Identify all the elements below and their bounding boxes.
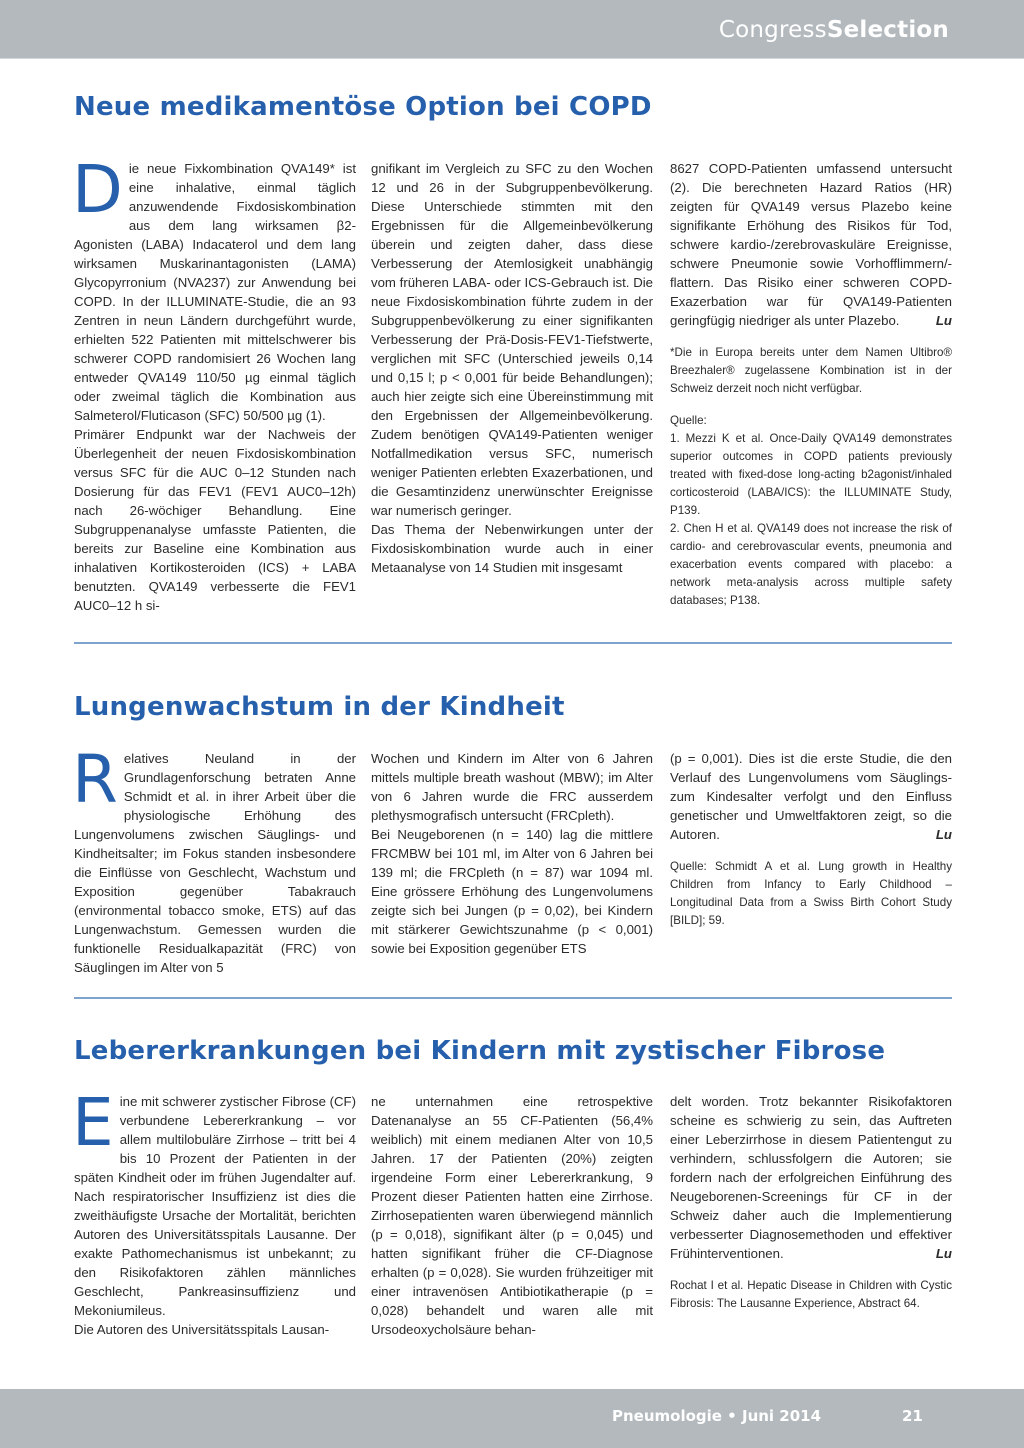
article-title-cf-liver: Lebererkrankungen bei Kindern mit zystischer Fibrose xyxy=(74,1036,886,1066)
header-bar xyxy=(0,0,1024,59)
paragraph: Die Autoren des Universitätsspitals Lausan- xyxy=(74,1322,330,1337)
author-signature: Lu xyxy=(935,827,952,842)
brand-bold: Selection xyxy=(826,17,949,43)
source-reference: Rochat I et al. Hepatic Disease in Children with Cystic Fibrosis: The Lausanne Experience, Abstract 64. xyxy=(670,1279,952,1310)
source-reference: Quelle: Schmidt A et al. Lung growth in Healthy Children from Infancy to Early Childhood – Longitudinal Data from a Swiss Birth Cohort Study [BILD]; 59. xyxy=(670,860,952,927)
paragraph: ie neue Fixkombination QVA149* ist eine inhalative, einmal täglich anzuwendende Fixdosiskombination aus dem lang wirksamen β2-Agonisten (LABA) Indacaterol und dem lang wirksamen Muskarinantagonisten (LAMA) Glycopyrronium (NVA237) zur Anwendung bei COPD. In der ILLUMINATE-Studie, die an 93 Zentren in neun Ländern durchgeführt wurde, erhielten 522 Patienten mit mittelschwerer bis schwerer COPD randomisiert 26 Wochen lang entweder QVA149 110/50 µg einmal täglich oder zweimal täglich die Kombination aus Salmeterol/Fluticason (SFC) 50/500 µg (1). xyxy=(74,161,356,423)
paragraph: ine mit schwerer zystischer Fibrose (CF) verbundene Lebererkrankung – vor allem multilobuläre Zirrhose – tritt bei 4 bis 10 Prozent der Patienten in der späten Kindheit oder im frühen Jugendalter auf. Nach respiratorischer Insuffizienz ist dies die zweithäufigste Ursache der Mortalität, berichten Autoren des Universitätsspitals Lausanne. Der exakte Pathomechanismus ist unbekannt; zu den Risikofaktoren zählen männliches Geschlecht, Pankreasinsuffizienz und Mekoniumileus. xyxy=(74,1094,356,1318)
paragraph: Das Thema der Nebenwirkungen unter der Fixdosiskombination wurde auch in einer Metaanalyse von 14 Studien mit insgesamt xyxy=(371,522,653,575)
article-lung-column-1 xyxy=(72,741,356,977)
article-cf-column-1 xyxy=(72,1084,356,1339)
brand-logo xyxy=(719,17,949,43)
paragraph: Wochen und Kindern im Alter von 6 Jahren mittels multiple breath washout (MBW); im Alter von 6 Jahren wurde die FRC ausserdem plethysmografisch untersucht (FRCpleth). xyxy=(371,751,653,823)
paragraph: delt worden. Trotz bekannter Risikofaktoren scheine es schwierig zu sein, das Auftreten einer Leberzirrhose in diesem Patientengut zu verhindern, schlussfolgern die Autoren; sie fordern nach der erfolgreichen Einführung des Neugeborenen-Screenings für CF in der Schweiz daher auch die Implementierung verbesserter Diagnosemethoden und effektiver Frühinterventionen. xyxy=(670,1094,952,1261)
article-cf-column-2 xyxy=(371,1092,653,1339)
section-divider xyxy=(74,642,952,644)
article-cf-column-3 xyxy=(670,1092,952,1313)
article-lung-column-2 xyxy=(371,749,653,958)
article-copd-column-3 xyxy=(670,159,952,610)
author-signature: Lu xyxy=(935,1246,952,1261)
paragraph: 8627 COPD-Patienten umfassend untersucht (2). Die berechneten Hazard Ratios (HR) zeigten für QVA149 versus Plazebo keine signifikante Erhöhung des Risikos für Tod, schwere kardio-/zerebrovaskuläre Ereignisse, schwere Pneumonie sowie Vorhofflimmern/-flattern. Das Risiko einer schweren COPD-Exazerbation war für QVA149-Patienten geringfügig niedriger als unter Plazebo. xyxy=(670,161,952,328)
paragraph: elatives Neuland in der Grundlagenforschung betraten Anne Schmidt et al. in ihrer Arbeit über die physiologische Erhöhung des Lungenvolumens zwischen Säuglings- und Kindheitsalter; im Fokus standen insbesondere die Einflüsse von Geschlecht, Wachstum und Exposition gegenüber Tabakrauch (environmental tobacco smoke, ETS) auf das Lungenwachstum. Gemessen wurden die funktionelle Residualkapazität (FRC) von Säuglingen im Alter von 5 xyxy=(74,751,356,975)
article-copd-column-2 xyxy=(371,159,653,577)
reference-2: 2. Chen H et al. QVA149 does not increase the risk of cardio- and cerebrovascular events, pneumonia and exacerbation events compared with placebo: a network meta-analysis across multiple safety databases; P138. xyxy=(670,522,952,607)
publication-info: Pneumologie • Juni 2014 xyxy=(612,1407,822,1425)
article-copd-column-1 xyxy=(72,151,356,615)
paragraph: (p = 0,001). Dies ist die erste Studie, die den Verlauf des Lungenvolumens vom Säuglings- zum Kindesalter verfolgt und den Einfluss genetischer und Umweltfaktoren zeigt, so die Autoren. xyxy=(670,751,952,842)
dropcap: D xyxy=(72,151,123,228)
paragraph: ne unternahmen eine retrospektive Datenanalyse an 55 CF-Patienten (56,4% weiblich) mit einem medianen Alter von 10,5 Jahren. 17 der Patienten (20%) zeigten irgendeine Form einer Lebererkrankung, 9 Prozent dieser Patienten hatten eine Zirrhose. Zirrhosepatienten waren überwiegend männlich (p = 0,018), signifikant älter (p = 0,045) und hatten signifikant früher die CF-Diagnose erhalten (p = 0,028). Sie wurden frühzeitiger mit einer intravenösen Antibiotikatherapie (p = 0,028) behandelt und waren alle mit Ursodeoxycholsäure behan- xyxy=(371,1094,653,1337)
section-divider xyxy=(74,997,952,999)
author-signature: Lu xyxy=(935,313,952,328)
article-title-copd: Neue medikamentöse Option bei COPD xyxy=(74,92,652,122)
footnote: *Die in Europa bereits unter dem Namen Ultibro® Breezhaler® zugelassene Kombination ist in der Schweiz derzeit noch nicht verfügbar. xyxy=(670,346,952,395)
source-label: Quelle: xyxy=(670,414,707,427)
footer-bar xyxy=(0,1389,1024,1448)
article-lung-column-3 xyxy=(670,749,952,930)
dropcap: R xyxy=(72,741,118,818)
page-number: 21 xyxy=(902,1407,923,1425)
brand-light: Congress xyxy=(718,17,827,43)
article-title-lung-growth: Lungenwachstum in der Kindheit xyxy=(74,692,565,722)
dropcap: E xyxy=(72,1084,114,1161)
paragraph: Primärer Endpunkt war der Nachweis der Überlegenheit der neuen Fixdosiskombination versus SFC für die AUC 0–12 Stunden nach Dosierung für das FEV1 (FEV1 AUC0–12h) nach 26-wöchiger Behandlung. Eine Subgruppenanalyse umfasste Patienten, die bereits zur Baseline eine Kombination aus inhalativen Kortikosteroiden (ICS) + LABA benutzten. QVA149 verbesserte die FEV1 AUC0–12 h si- xyxy=(74,427,356,613)
reference-1: 1. Mezzi K et al. Once-Daily QVA149 demonstrates superior outcomes in COPD patients previously treated with fixed-dose long-acting b2agonist/inhaled corticosteroid (LABA/ICS): the ILLUMINATE Study, P139. xyxy=(670,432,952,517)
paragraph: Bei Neugeborenen (n = 140) lag die mittlere FRCMBW bei 101 ml, im Alter von 6 Jahren bei 139 ml; die FRCpleth (n = 87) war 1094 ml. Eine grössere Erhöhung des Lungenvolumens zeigte sich bei Jungen (p = 0,02), bei Kindern mit stärkerer Gewichtszunahme (p < 0,001) sowie bei Exposition gegenüber ETS xyxy=(371,827,653,956)
paragraph: gnifikant im Vergleich zu SFC zu den Wochen 12 und 26 in der Subgruppenbevölkerung. Diese Unterschiede stimmten mit den Ergebnissen für die Allgemeinbevölkerung überein und zeigten daher, dass diese Verbesserung der Atemlosigkeit unabhängig vom früheren LABA- oder ICS-Gebrauch ist. Die neue Fixdosiskombination führte zudem in der Subgruppenbevölkerung zu einer signifikanten Verbesserung der Prä-Dosis-FEV1-Tiefstwerte, verglichen mit SFC (Unterschied jeweils 0,14 und 0,15 l; p < 0,001 für beide Behandlungen); auch hier zeigte sich eine Übereinstimmung mit den Ergebnissen der Allgemeinbevölkerung. Zudem benötigen QVA149-Patienten weniger Notfallmedikation versus SFC, numerisch weniger Patienten erlebten Exazerbationen, und die Gesamtinzidenz unerwünschter Ereignisse war numerisch geringer. xyxy=(371,161,653,518)
